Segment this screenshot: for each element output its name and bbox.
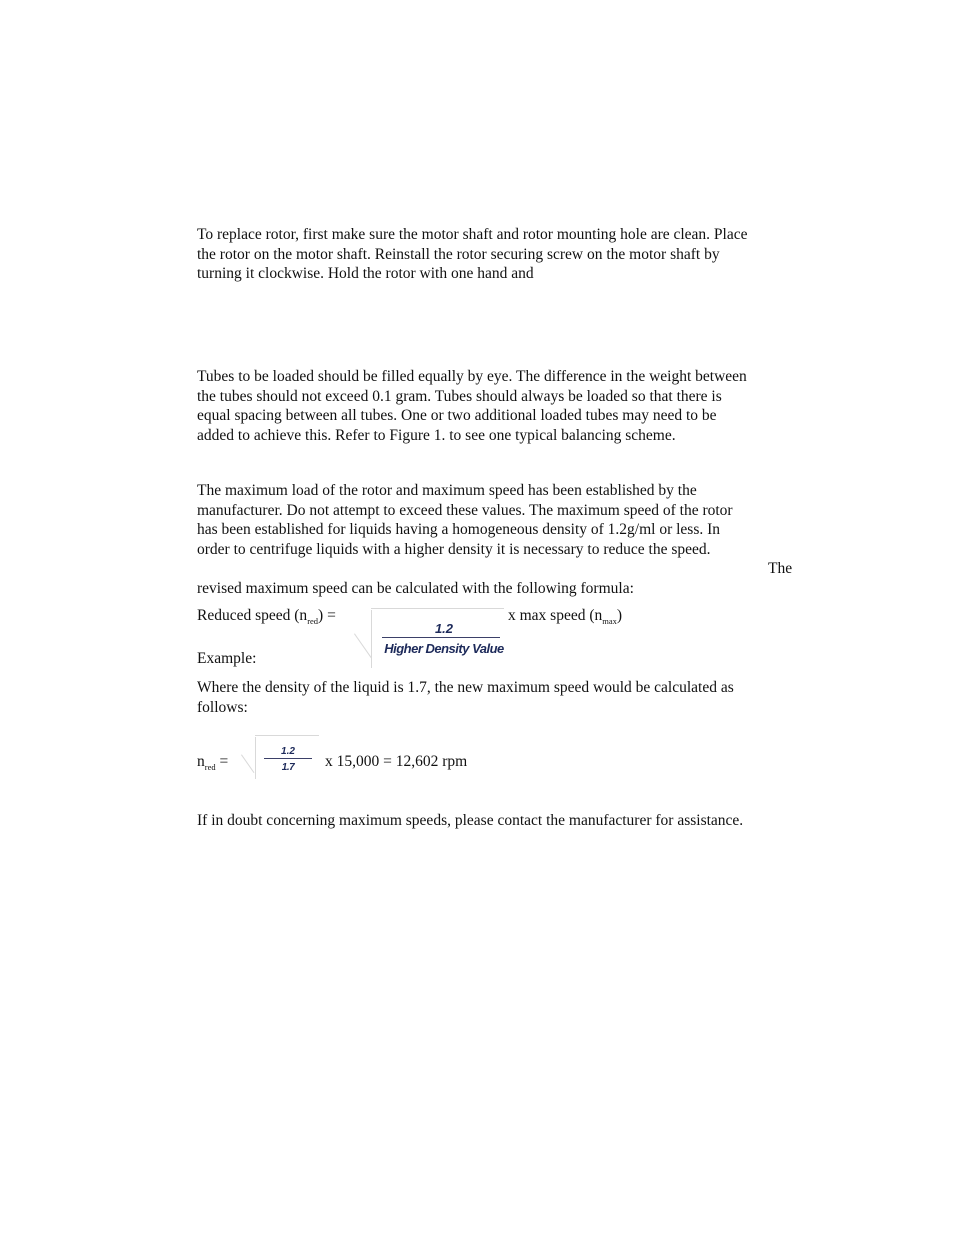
text-line: follows:	[197, 698, 248, 716]
tube-loading-paragraph	[197, 367, 817, 445]
formula-prefix-end: ) =	[318, 607, 336, 624]
formula-prefix-text: Reduced speed (n	[197, 607, 308, 624]
text-line: the tubes should not exceed 0.1 gram. Tubes should always be loaded so that there is	[197, 387, 722, 405]
fraction-bar	[382, 637, 500, 638]
text-line: the rotor on the motor shaft. Reinstall the rotor securing screw on the motor shaft by	[197, 245, 720, 263]
text-line: Where the density of the liquid is 1.7, the new maximum speed would be calculated as	[197, 679, 734, 696]
closing-sentence: If in doubt concerning maximum speeds, please contact the manufacturer for assistance.	[197, 812, 744, 829]
text-line: The maximum load of the rotor and maximum speed has been established by the	[197, 482, 697, 499]
fraction-image	[352, 608, 506, 670]
subscript: red	[307, 616, 319, 626]
text-line: equal spacing between all tubes. One or two additional loaded tubes may need to be	[197, 407, 717, 425]
formula-suffix-text: x max speed (n	[508, 607, 603, 624]
formula-prefix	[197, 753, 228, 771]
sqrt-tick	[354, 633, 372, 658]
fraction-numerator: 1.2	[434, 621, 454, 636]
formula-result: x 15,000 = 12,602 rpm	[325, 753, 468, 770]
trailing-word: The	[768, 560, 793, 577]
formula-prefix-text: n	[197, 753, 205, 770]
formula-prefix	[197, 607, 336, 625]
text-line: turning it clockwise. Hold the rotor with one hand and	[197, 265, 534, 283]
fraction-denominator: 1.7	[281, 762, 295, 773]
formula-prefix-end: =	[215, 753, 229, 770]
text-line: revised maximum speed can be calculated with the following formula:	[197, 580, 634, 597]
example-label: Example:	[197, 650, 257, 667]
subscript: red	[204, 762, 216, 772]
formula-suffix	[508, 607, 622, 625]
subscript: max	[602, 616, 617, 626]
text-line: Tubes to be loaded should be filled equally by eye. The difference in the weight between	[197, 368, 747, 385]
sqrt-stem	[371, 610, 372, 668]
formula-suffix-end: )	[616, 607, 623, 624]
text-line: manufacturer. Do not attempt to exceed these values. The maximum speed of the rotor	[197, 501, 733, 519]
sqrt-tick	[241, 754, 254, 773]
text-line: To replace rotor, first make sure the motor shaft and rotor mounting hole are clean. Place	[197, 226, 748, 243]
fraction-numerator: 1.2	[281, 746, 295, 757]
fraction-denominator: Higher Density Value	[384, 641, 504, 656]
text-line: has been established for liquids having a homogeneous density of 1.2g/ml or less. In	[197, 521, 721, 539]
fraction-bar	[264, 758, 312, 759]
density-example-paragraph	[197, 678, 817, 717]
text-line: order to centrifuge liquids with a higher density it is necessary to reduce the speed.	[197, 540, 711, 558]
rotor-replacement-paragraph	[197, 225, 817, 284]
text-line: added to achieve this. Refer to Figure 1. to see one typical balancing scheme.	[197, 426, 676, 444]
fraction-image	[240, 735, 322, 781]
sqrt-overbar	[371, 608, 504, 609]
sqrt-stem	[255, 737, 256, 779]
sqrt-overbar	[255, 735, 319, 736]
maximum-speed-paragraph	[197, 481, 817, 559]
